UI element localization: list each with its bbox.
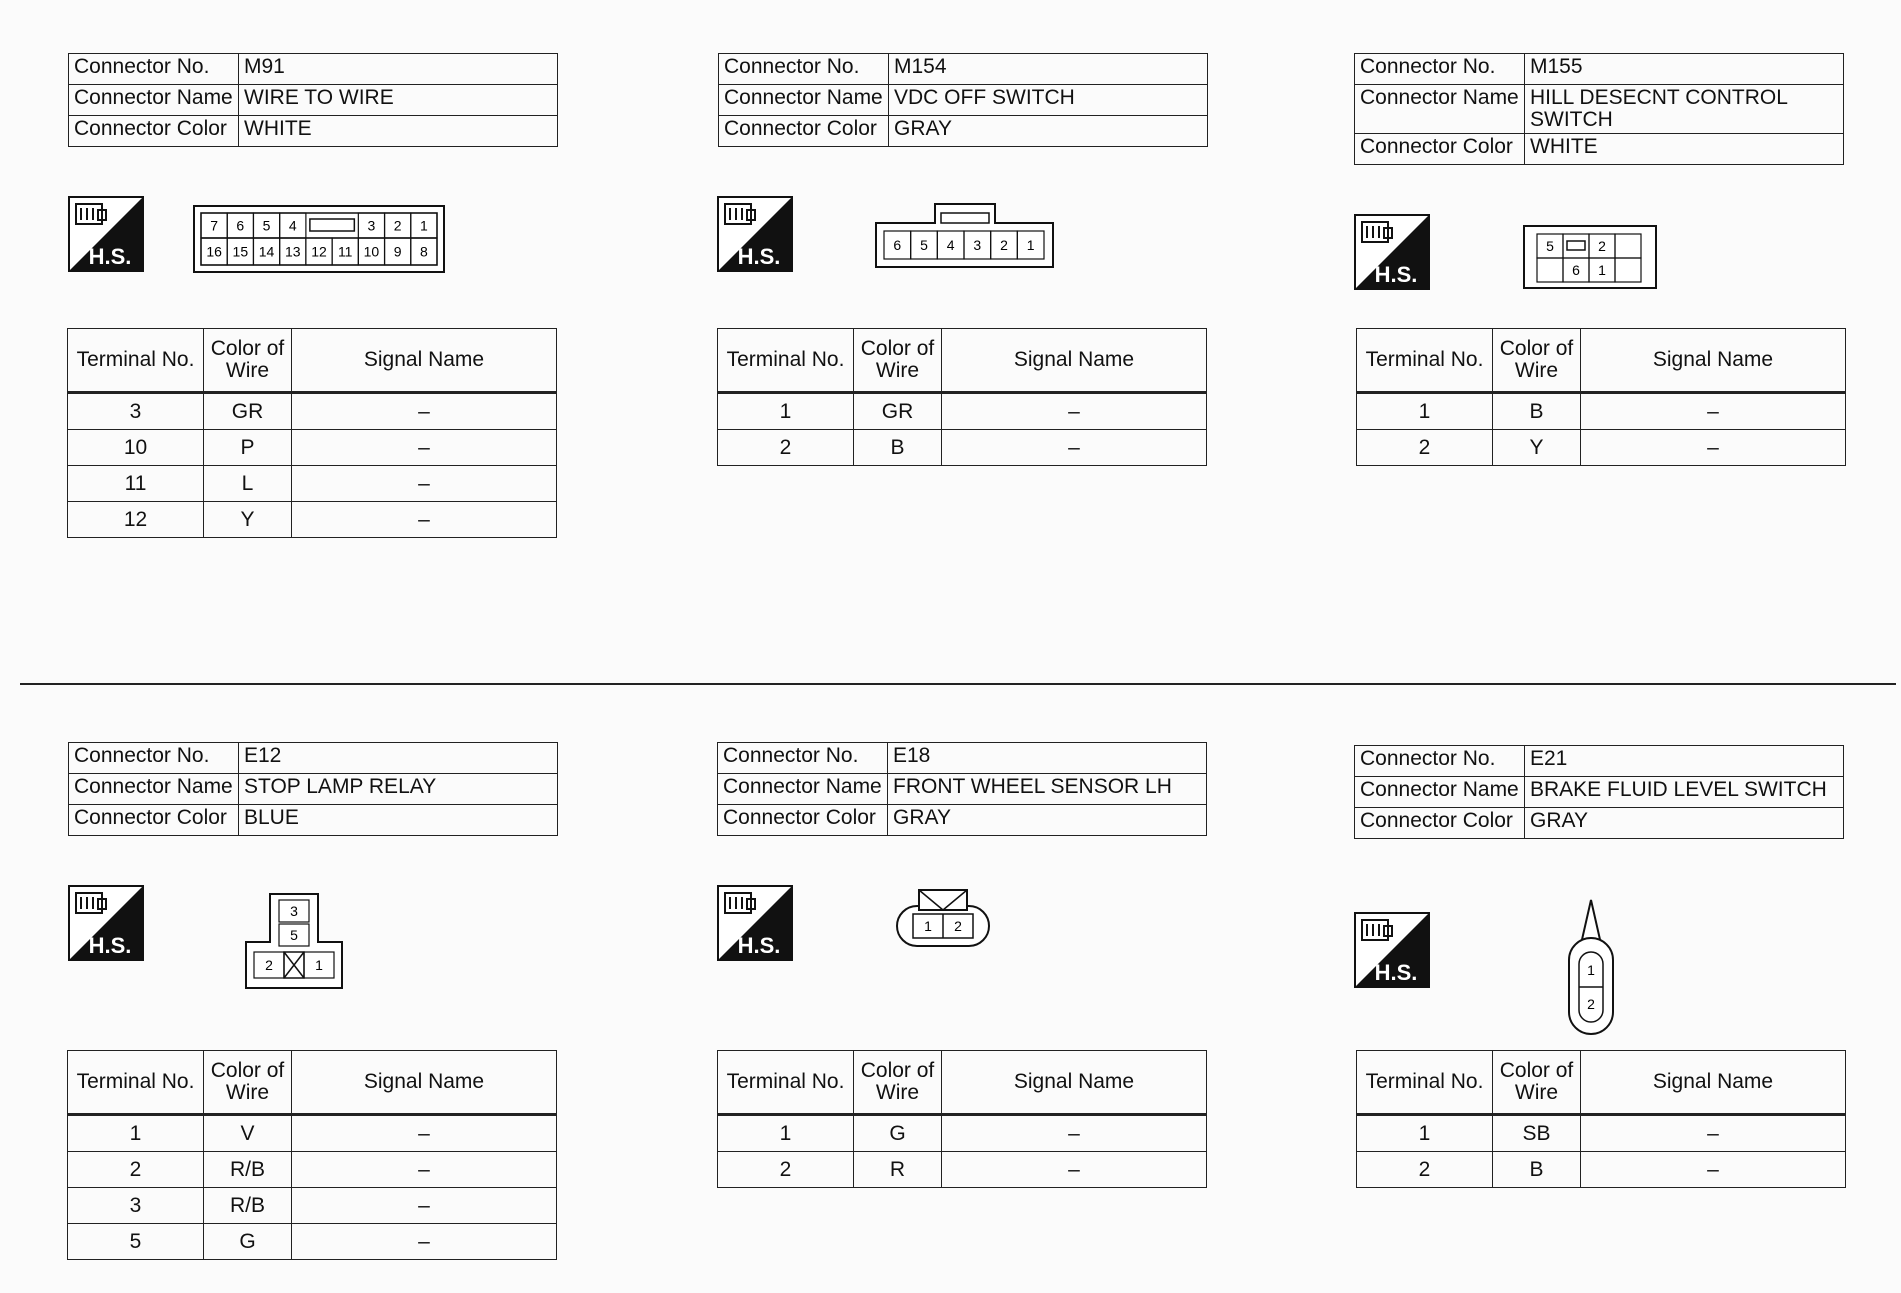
- wire-color-cell: L: [204, 466, 292, 502]
- connector-info-table: [68, 53, 558, 147]
- terminal-table: [1356, 1050, 1846, 1188]
- terminal-no-cell: 2: [718, 430, 854, 466]
- connector-name: VDC OFF SWITCH: [889, 85, 1208, 116]
- pin-label: 2: [265, 957, 273, 973]
- connector-name: STOP LAMP RELAY: [239, 774, 558, 805]
- pin-label: 8: [419, 243, 428, 260]
- wire-color-cell: GR: [204, 393, 292, 430]
- svg-text:H.S.: H.S.: [737, 933, 781, 958]
- pin-label: 2: [954, 918, 962, 934]
- header-color-of-wire: Color of Wire: [1493, 1051, 1581, 1115]
- pin-label: 16: [206, 243, 222, 260]
- terminal-row: [68, 1224, 557, 1260]
- header-signal-name: Signal Name: [292, 329, 557, 393]
- header-color-of-wire: Color of Wire: [854, 329, 942, 393]
- pin-label: 2: [1000, 237, 1008, 253]
- wire-color-cell: B: [1493, 1152, 1581, 1188]
- wire-color-cell: GR: [854, 393, 942, 430]
- connector-no: E18: [888, 743, 1207, 774]
- connector-no: M154: [889, 54, 1208, 85]
- header-terminal-no: Terminal No.: [1357, 1051, 1493, 1115]
- terminal-row: [68, 430, 557, 466]
- signal-name-cell: –: [942, 1152, 1207, 1188]
- harness-side-icon: [1354, 912, 1430, 988]
- pin-label: 5: [1546, 238, 1554, 254]
- terminal-row: [68, 1115, 557, 1152]
- label-connector-color: Connector Color: [69, 805, 239, 836]
- connector-diagram-M154: [875, 201, 1055, 269]
- connector-color: GRAY: [888, 805, 1207, 836]
- pin-label: 2: [1587, 996, 1595, 1012]
- terminal-no-cell: 1: [1357, 1115, 1493, 1152]
- label-connector-name: Connector Name: [1355, 777, 1525, 808]
- header-color-of-wire: Color of Wire: [204, 1051, 292, 1115]
- terminal-row: [718, 393, 1207, 430]
- pin-label: 3: [973, 237, 982, 253]
- pin-label: 13: [284, 243, 301, 260]
- label-connector-color: Connector Color: [69, 116, 239, 147]
- connector-block-E12: [68, 742, 568, 836]
- terminal-row: [68, 466, 557, 502]
- svg-text:H.S.: H.S.: [88, 244, 132, 269]
- terminal-row: [68, 502, 557, 538]
- connector-info-table: [1354, 745, 1844, 839]
- terminal-no-cell: 1: [1357, 393, 1493, 430]
- wire-color-cell: Y: [204, 502, 292, 538]
- label-connector-color: Connector Color: [1355, 134, 1525, 165]
- connector-color: GRAY: [889, 116, 1208, 147]
- connector-block-E21: [1354, 745, 1854, 839]
- connector-color: WHITE: [1525, 134, 1844, 165]
- terminal-no-cell: 10: [68, 430, 204, 466]
- svg-text:H.S.: H.S.: [737, 244, 781, 269]
- terminal-no-cell: 3: [68, 1188, 204, 1224]
- header-signal-name: Signal Name: [942, 1051, 1207, 1115]
- harness-side-icon: [68, 885, 144, 961]
- terminal-row: [68, 1188, 557, 1224]
- connector-color: WHITE: [239, 116, 558, 147]
- pin-label: 11: [337, 243, 353, 260]
- terminal-table-block-M154: [717, 328, 1217, 466]
- pin-label: 6: [893, 237, 902, 253]
- pin-label: 3: [367, 217, 376, 234]
- signal-name-cell: –: [292, 1188, 557, 1224]
- harness-side-icon: [717, 196, 793, 272]
- terminal-row: [718, 430, 1207, 466]
- label-connector-name: Connector Name: [718, 774, 888, 805]
- terminal-no-cell: 5: [68, 1224, 204, 1260]
- pin-label: 10: [363, 243, 380, 260]
- pin-label: 4: [288, 217, 297, 234]
- label-connector-no: Connector No.: [69, 54, 239, 85]
- signal-name-cell: –: [292, 502, 557, 538]
- signal-name-cell: –: [1581, 393, 1846, 430]
- connector-name: HILL DESECNT CONTROL SWITCH: [1525, 85, 1844, 134]
- signal-name-cell: –: [292, 430, 557, 466]
- header-terminal-no: Terminal No.: [718, 1051, 854, 1115]
- signal-name-cell: –: [942, 430, 1207, 466]
- pin-label: 7: [210, 217, 219, 234]
- connector-name: WIRE TO WIRE: [239, 85, 558, 116]
- wire-color-cell: R/B: [204, 1152, 292, 1188]
- svg-text:H.S.: H.S.: [88, 933, 132, 958]
- pin-label: 6: [236, 217, 245, 234]
- wire-color-cell: R/B: [204, 1188, 292, 1224]
- terminal-table: [1356, 328, 1846, 466]
- connector-block-E18: [717, 742, 1217, 836]
- pin-label: 6: [1572, 262, 1580, 278]
- terminal-no-cell: 11: [68, 466, 204, 502]
- connector-diagram-M91: [193, 205, 445, 273]
- label-connector-name: Connector Name: [719, 85, 889, 116]
- header-color-of-wire: Color of Wire: [854, 1051, 942, 1115]
- label-connector-no: Connector No.: [719, 54, 889, 85]
- terminal-table-block-E21: [1356, 1050, 1856, 1188]
- connector-diagram-E21: [1563, 898, 1619, 1036]
- header-signal-name: Signal Name: [942, 329, 1207, 393]
- connector-no: E12: [239, 743, 558, 774]
- terminal-row: [1357, 1115, 1846, 1152]
- terminal-no-cell: 2: [1357, 1152, 1493, 1188]
- terminal-row: [718, 1115, 1207, 1152]
- wire-color-cell: B: [854, 430, 942, 466]
- label-connector-no: Connector No.: [69, 743, 239, 774]
- terminal-no-cell: 1: [718, 393, 854, 430]
- wire-color-cell: B: [1493, 393, 1581, 430]
- terminal-row: [68, 1152, 557, 1188]
- pin-label: 1: [1026, 237, 1035, 253]
- header-signal-name: Signal Name: [292, 1051, 557, 1115]
- signal-name-cell: –: [942, 393, 1207, 430]
- connector-color: BLUE: [239, 805, 558, 836]
- pin-label: 1: [315, 957, 323, 973]
- connector-info-table: [1354, 53, 1844, 165]
- terminal-no-cell: 12: [68, 502, 204, 538]
- header-signal-name: Signal Name: [1581, 1051, 1846, 1115]
- connector-no: M91: [239, 54, 558, 85]
- terminal-table: [67, 328, 557, 538]
- terminal-no-cell: 1: [68, 1115, 204, 1152]
- terminal-no-cell: 2: [68, 1152, 204, 1188]
- connector-info-table: [718, 53, 1208, 147]
- pin-label: 1: [1598, 262, 1606, 278]
- wire-color-cell: R: [854, 1152, 942, 1188]
- wire-color-cell: G: [854, 1115, 942, 1152]
- terminal-no-cell: 1: [718, 1115, 854, 1152]
- label-connector-name: Connector Name: [69, 774, 239, 805]
- label-connector-color: Connector Color: [719, 116, 889, 147]
- wire-color-cell: V: [204, 1115, 292, 1152]
- pin-label: 15: [232, 243, 249, 260]
- pin-label: 2: [393, 217, 402, 234]
- connector-block-M154: [718, 53, 1218, 147]
- label-connector-name: Connector Name: [69, 85, 239, 116]
- terminal-row: [68, 393, 557, 430]
- wire-color-cell: G: [204, 1224, 292, 1260]
- pin-label: 1: [924, 918, 932, 934]
- label-connector-no: Connector No.: [718, 743, 888, 774]
- pin-label: 14: [258, 243, 275, 260]
- pin-label: 3: [290, 903, 298, 919]
- signal-name-cell: –: [292, 466, 557, 502]
- connector-name: FRONT WHEEL SENSOR LH: [888, 774, 1207, 805]
- wire-color-cell: SB: [1493, 1115, 1581, 1152]
- terminal-row: [718, 1152, 1207, 1188]
- connector-name: BRAKE FLUID LEVEL SWITCH: [1525, 777, 1844, 808]
- pin-label: 2: [1598, 238, 1606, 254]
- connector-diagram-E18: [895, 888, 991, 948]
- pin-label: 5: [262, 217, 271, 234]
- terminal-table: [717, 328, 1207, 466]
- connector-info-table: [717, 742, 1207, 836]
- svg-text:H.S.: H.S.: [1374, 960, 1418, 985]
- pin-label: 5: [920, 237, 928, 253]
- svg-text:H.S.: H.S.: [1374, 262, 1418, 287]
- terminal-row: [1357, 430, 1846, 466]
- wire-color-cell: P: [204, 430, 292, 466]
- signal-name-cell: –: [1581, 1152, 1846, 1188]
- terminal-table-block-M155: [1356, 328, 1856, 466]
- label-connector-no: Connector No.: [1355, 54, 1525, 85]
- signal-name-cell: –: [292, 1115, 557, 1152]
- signal-name-cell: –: [292, 1224, 557, 1260]
- connector-block-M91: [68, 53, 568, 147]
- connector-info-table: [68, 742, 558, 836]
- signal-name-cell: –: [292, 1152, 557, 1188]
- terminal-table-block-E12: [67, 1050, 567, 1260]
- pin-label: 12: [311, 243, 327, 260]
- signal-name-cell: –: [1581, 1115, 1846, 1152]
- header-terminal-no: Terminal No.: [718, 329, 854, 393]
- pin-label: 5: [290, 927, 298, 943]
- wire-color-cell: Y: [1493, 430, 1581, 466]
- connector-diagram-M155: [1523, 222, 1658, 290]
- terminal-no-cell: 3: [68, 393, 204, 430]
- terminal-table-block-M91: [67, 328, 567, 538]
- section-divider: [20, 683, 1896, 685]
- pin-label: 1: [419, 217, 428, 234]
- header-terminal-no: Terminal No.: [68, 1051, 204, 1115]
- harness-side-icon: [68, 196, 144, 272]
- harness-side-icon: [717, 885, 793, 961]
- header-color-of-wire: Color of Wire: [1493, 329, 1581, 393]
- connector-no: M155: [1525, 54, 1844, 85]
- terminal-table-block-E18: [717, 1050, 1217, 1188]
- terminal-no-cell: 2: [1357, 430, 1493, 466]
- terminal-row: [1357, 393, 1846, 430]
- terminal-no-cell: 2: [718, 1152, 854, 1188]
- harness-side-icon: [1354, 214, 1430, 290]
- signal-name-cell: –: [942, 1115, 1207, 1152]
- pin-label: 9: [393, 243, 402, 260]
- connector-color: GRAY: [1525, 808, 1844, 839]
- header-terminal-no: Terminal No.: [1357, 329, 1493, 393]
- terminal-table: [717, 1050, 1207, 1188]
- pin-label: 4: [946, 237, 955, 253]
- label-connector-name: Connector Name: [1355, 85, 1525, 134]
- label-connector-color: Connector Color: [1355, 808, 1525, 839]
- label-connector-color: Connector Color: [718, 805, 888, 836]
- header-signal-name: Signal Name: [1581, 329, 1846, 393]
- terminal-row: [1357, 1152, 1846, 1188]
- connector-no: E21: [1525, 746, 1844, 777]
- terminal-table: [67, 1050, 557, 1260]
- connector-diagram-E12: [244, 892, 344, 990]
- connector-block-M155: [1354, 53, 1854, 165]
- header-terminal-no: Terminal No.: [68, 329, 204, 393]
- signal-name-cell: –: [292, 393, 557, 430]
- label-connector-no: Connector No.: [1355, 746, 1525, 777]
- signal-name-cell: –: [1581, 430, 1846, 466]
- pin-label: 1: [1587, 962, 1595, 978]
- header-color-of-wire: Color of Wire: [204, 329, 292, 393]
